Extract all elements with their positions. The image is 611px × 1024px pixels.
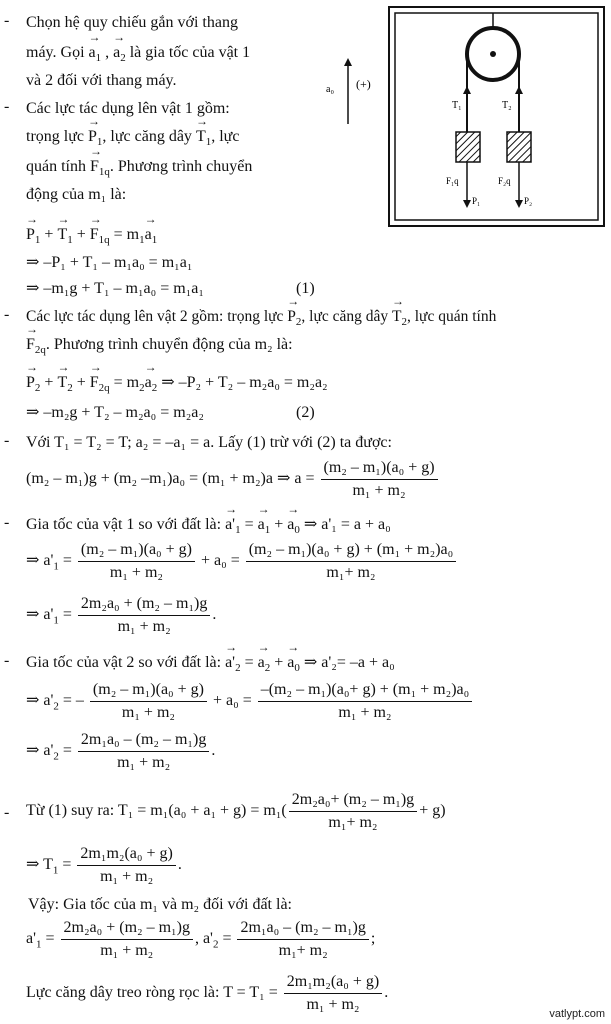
text-span: . Phương trình chuyển động của m₂ là: xyxy=(45,336,293,353)
text-span: ⇒ –P₂ + T₂ – m₂a₀ = m₂a₂ xyxy=(161,374,328,391)
text-line: Các lực tác dụng lên vật 2 gồm: trọng lực → $P_2$, lực căng dây → $T_2$, lực quán tính xyxy=(26,306,496,333)
bullet: - xyxy=(4,652,10,669)
equation: ⇒ $a'_2$ = $\frac{\text{2m₁a₀ – (m₂ – m₁)g}}{\text{m₁ + m₂}}$ . xyxy=(26,731,216,771)
text-line: trọng lực → $P_1$, lực căng dây → $T_1$, lực xyxy=(26,126,239,153)
text-line: và 2 đối với thang máy. xyxy=(26,72,177,89)
arrowhead xyxy=(463,200,471,208)
acceleration-a0-arrow xyxy=(318,56,388,126)
equation: → $P_1$ + → $T_1$ + → $F_{1q} = m_1\to a_1$ xyxy=(26,224,157,251)
bullet: - xyxy=(4,514,10,531)
text-span: ⇒ a'₁ = a + a₀ xyxy=(303,516,391,533)
equation: ⇒ –P₁ + T₁ – m₁a₀ = m₁a₁ xyxy=(26,254,193,271)
label-t1: T₁ xyxy=(452,100,462,111)
text-line: → $F_{2q}$. Phương trình chuyển động của m₂ là: xyxy=(26,334,293,361)
bullet: - xyxy=(4,98,10,115)
text-span: , lực xyxy=(211,128,240,145)
equation-label: (2) xyxy=(296,404,315,421)
text-span: , lực căng dây xyxy=(301,308,393,325)
text-line: Gia tốc của vật 1 so với đất là: → $a'_1$ = → $a_1$ + → $a_0$ ⇒ a'₁ = a + a₀ xyxy=(26,514,391,541)
text-span: máy. Gọi xyxy=(26,44,89,61)
bullet: - xyxy=(4,12,10,29)
label-p1: P₁ xyxy=(472,196,481,206)
text-line: Với T₁ = T₂ = T; a₂ = –a₁ = a. Lấy (1) trừ với (2) ta được: xyxy=(26,434,392,451)
text-span: ⇒ a'₂= –a + a₀ xyxy=(303,654,395,671)
text-line: Gia tốc của vật 2 so với đất là: → $a'_2$ = → $a_2$ + → $a_0$ ⇒ a'₂= –a + a₀ xyxy=(26,652,395,679)
equation: ⇒ –m₂g + T₂ – m₂a₀ = m₂a₂ xyxy=(26,404,204,421)
equation xyxy=(26,458,440,501)
equation: ⇒ $a'_1$ = $\frac{\text{2m₂a₀ + (m₂ – m₁)g}}{\text{m₁ + m₂}}$ . xyxy=(26,595,217,635)
elevator-inner-wall xyxy=(395,13,598,220)
elevator-pulley-figure xyxy=(388,6,605,227)
text-line: máy. Gọi → $a_1$ , → $a_2$ là gia tốc của vật 1 xyxy=(26,42,250,69)
arrowhead xyxy=(463,86,471,94)
text-line: Các lực tác dụng lên vật 1 gồm: xyxy=(26,100,230,117)
arrowhead xyxy=(515,200,523,208)
equation: ⇒ $a'_2$ = – $\frac{\text{(m₂ – m₁)(a₀ + g)}}{\text{m₁ + m₂}}$ + a₀ = $\frac{\text{–(m₂ – m₁)(a₀+ g) + (m₁ + m₂)a₀}}{\text{m₁ + m₂}}$ xyxy=(26,680,474,723)
equation: Lực căng dây treo ròng rọc là: T = T₁ = $\frac{\text{2m₁m₂(a₀ + g)}}{\text{m₁ + m₂}}$ . xyxy=(26,973,389,1013)
bullet: - xyxy=(4,804,10,821)
label-a0: a₀ xyxy=(326,84,334,95)
equation: $a'_1$ = $\frac{\text{2m₂a₀ + (m₂ – m₁)g}}{\text{m₁ + m₂}}$ , $a'_2$ = $\frac{\text{2m₁a₀ – (m₂ – m₁)g}}{\text{m₁+ m₂}}$ ; xyxy=(26,919,376,959)
equation: ⇒ $a'_1$ = $\frac{\text{(m₂ – m₁)(a₀ + g)}}{\text{m₁ + m₂}}$ + a₀ = $\frac{\text{(m₂ – m₁)(a₀ + g) + (m₁ + m₂)a₀}}{\text{m₁+ m₂}}$ xyxy=(26,540,458,583)
text-line: Chọn hệ quy chiếu gắn với thang xyxy=(26,14,238,31)
label-t2: T₂ xyxy=(502,100,512,111)
text-span: trọng lực xyxy=(26,128,88,145)
equation: ⇒ $T_1$ = $\frac{\text{2m₁m₂(a₀ + g)}}{\text{m₁ + m₂}}$ . xyxy=(26,845,182,885)
block-2 xyxy=(507,132,531,162)
elevator-outer-wall xyxy=(389,7,604,226)
text-span: , lực căng dây xyxy=(102,128,196,145)
text-span: . Phương trình chuyển xyxy=(109,158,253,175)
label-f1q: F₁q xyxy=(446,176,459,186)
block-1 xyxy=(456,132,480,162)
text-line: Vậy: Gia tốc của m₁ và m₂ đối với đất là: xyxy=(28,896,292,913)
label-positive: (+) xyxy=(356,77,371,91)
text-span: Gia tốc của vật 1 so với đất là: xyxy=(26,516,222,533)
text-line: động của m₁ là: xyxy=(26,186,127,203)
label-p2: P₂ xyxy=(524,196,533,206)
text-span: (m₂ – m₁)g + (m₂ –m₁)a₀ = (m₁ + m₂)a ⇒ a = xyxy=(26,470,315,488)
text-span: Các lực tác dụng lên vật 2 gồm: trọng lực xyxy=(26,308,288,325)
equation: ⇒ –m₁g + T₁ – m₁a₀ = m₁a₁ xyxy=(26,280,204,297)
equation-label: (1) xyxy=(296,280,315,297)
pulley-axle xyxy=(490,51,496,57)
equation: → $P_2$ + → $T_2$ + → $F_{2q} = m_2\to a_2$ ⇒ –P₂ + T₂ – m₂a₀ = m₂a₂ xyxy=(26,372,328,399)
watermark: vatlypt.com xyxy=(549,1008,605,1020)
text-span: quán tính xyxy=(26,158,90,175)
text-span: là gia tốc của vật 1 xyxy=(125,44,251,61)
arrowhead xyxy=(515,86,523,94)
fraction: $\frac{\text{(m₂ – m₁)(a₀ + g)}}{\text{m₁ + m₂}}$ xyxy=(321,458,438,501)
text-line: quán tính → $F_{1q}$. Phương trình chuyển xyxy=(26,156,252,183)
text-span: , lực quán tính xyxy=(407,308,497,325)
text-span: Gia tốc của vật 2 so với đất là: xyxy=(26,654,222,671)
bullet: - xyxy=(4,432,10,449)
bullet: - xyxy=(4,306,10,323)
equation: Từ (1) suy ra: T₁ = m₁(a₀ + a₁ + g) = m₁( $\frac{\text{2m₂a₀+ (m₂ – m₁)g}}{\text{m₁+ m₂}}$ + g) xyxy=(26,791,446,831)
label-f2q: F₂q xyxy=(498,176,511,186)
